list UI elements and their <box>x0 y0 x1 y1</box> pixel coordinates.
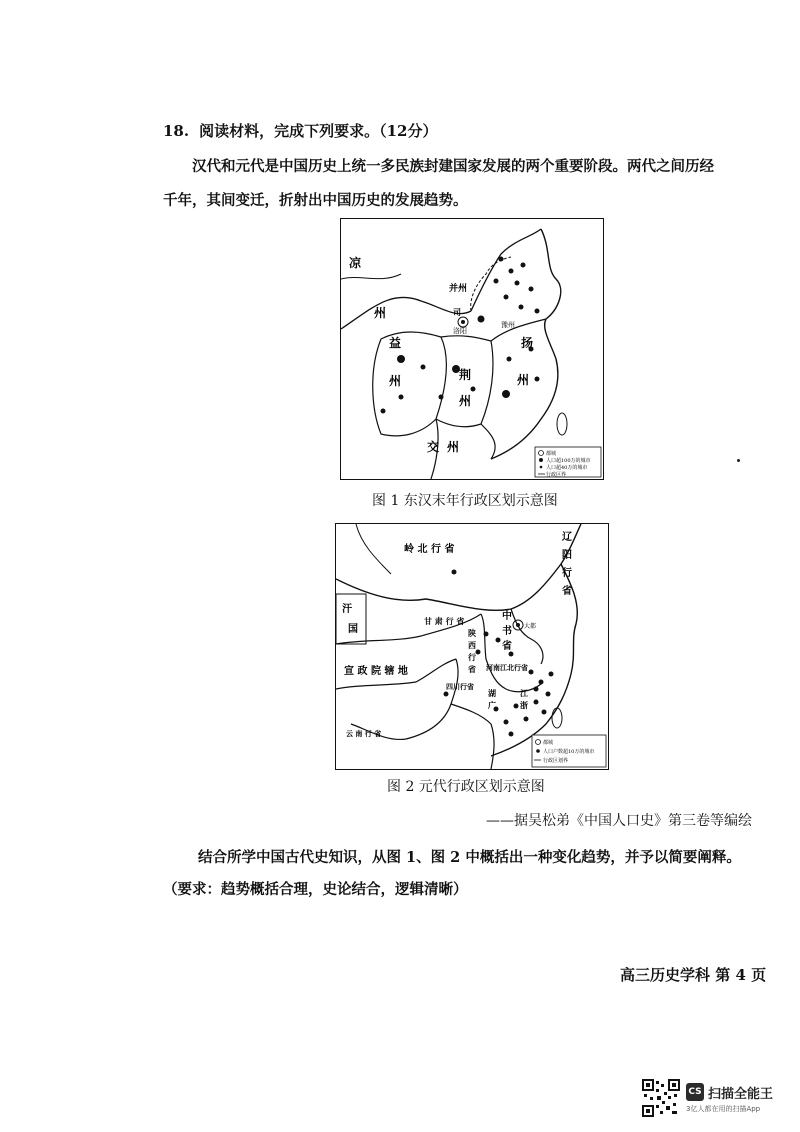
stray-mark <box>737 459 740 462</box>
fig1-city-dot <box>529 287 534 292</box>
fig2-legend-city: 人口户数超10万的城市 <box>543 749 595 755</box>
fig2-city-dot <box>476 650 481 655</box>
scanner-app-name: 扫描全能王 <box>708 1086 774 1102</box>
fig1-big-city-dot <box>397 355 405 363</box>
fig1-city-dot <box>535 377 540 382</box>
figure2-caption: 图 2 元代行政区划示意图 <box>387 779 545 795</box>
question-instruction: 阅读材料，完成下列要求。（12分） <box>199 122 438 140</box>
fig1-label-yang: 扬 <box>521 336 534 350</box>
fig1-city-dot <box>421 365 426 370</box>
fig2-city-dot <box>546 692 551 697</box>
fig2-city-dot <box>549 672 554 677</box>
fig2-label-shaanxi-1: 陕 <box>468 628 476 638</box>
fig2-label-shaanxi-2: 西 <box>468 640 476 650</box>
fig2-city-dot <box>539 680 544 685</box>
fig2-city-dot <box>509 732 514 737</box>
fig2-label-jiangzhe-1: 江 <box>520 688 528 698</box>
fig2-label-xuanzheng: 宣 政 院 辖 地 <box>344 666 408 677</box>
fig2-legend <box>532 735 606 767</box>
fig1-legend-boundary: 行政区界 <box>546 472 567 478</box>
fig2-label-liaoyang-2: 阳 <box>562 550 572 561</box>
fig2-city-dot <box>496 638 501 643</box>
figure2-map <box>335 523 609 770</box>
fig1-yizhou-border <box>373 332 447 436</box>
material-line-1: 汉代和元代是中国历史上统一多民族封建国家发展的两个重要阶段。两代之间历经 <box>192 158 714 175</box>
fig2-label-zhongshu-2: 书 <box>502 626 512 637</box>
fig1-city-dot <box>521 263 526 268</box>
fig2-border-west <box>356 524 391 574</box>
fig2-label-liaoyang-3: 行 <box>562 568 572 579</box>
fig1-label-si: 司 <box>453 307 461 317</box>
fig2-label-henan: 河南江北行省 <box>486 663 528 672</box>
fig2-city-dot <box>452 570 457 575</box>
fig1-legend-bigcity-icon <box>539 458 543 462</box>
fig1-city-dot <box>507 357 512 362</box>
fig1-label-bing: 并州 <box>449 284 468 294</box>
fig1-inner-border <box>471 257 511 311</box>
fig1-city-dot <box>535 309 540 314</box>
fig2-label-zhongshu-1: 中 <box>502 611 512 622</box>
material-paragraph <box>163 150 763 218</box>
fig1-south-border <box>481 424 495 459</box>
fig1-big-city-dot <box>502 390 510 398</box>
fig2-label-chagatai-2: 国 <box>348 624 358 635</box>
fig1-river <box>341 274 401 279</box>
fig2-label-yunnan: 云 南 行 省 <box>346 729 382 738</box>
fig2-border-zhongshu <box>511 609 543 664</box>
fig1-city-dot <box>471 387 476 392</box>
material-line-2: 千年，其间变迁，折射出中国历史的发展趋势。 <box>163 192 468 209</box>
fig1-legend <box>535 447 601 478</box>
fig1-city-dot <box>494 279 499 284</box>
fig2-label-huguang-2: 广 <box>488 700 496 710</box>
fig1-yangzhou-border <box>491 319 546 341</box>
question-header <box>163 120 438 141</box>
fig2-taiwan <box>552 708 562 728</box>
fig2-label-jiangzhe-2: 浙 <box>520 700 528 710</box>
fig2-border-huguang <box>451 704 494 769</box>
fig2-label-shaanxi-4: 省 <box>468 664 476 674</box>
fig2-city-dot <box>542 710 547 715</box>
fig1-label-jiao: 交 <box>427 440 440 454</box>
fig2-label-sichuan: 四川行省 <box>446 682 474 691</box>
fig1-label-jing-zhou: 州 <box>459 394 472 408</box>
fig2-label-gansu: 甘 肃 行 省 <box>424 616 465 626</box>
fig1-label-yu: 豫州 <box>501 321 515 329</box>
fig2-label-lingbei: 岭 北 行 省 <box>404 544 455 555</box>
fig2-city-dot <box>444 692 449 697</box>
question-number: 18. <box>163 122 190 140</box>
fig2-city-dot <box>484 632 489 637</box>
fig1-taiwan <box>557 413 567 435</box>
figure1-map-drawing <box>341 219 603 479</box>
fig1-label-jiao-zhou: 州 <box>447 440 460 454</box>
page-footer: 高三历史学科 第 4 页 <box>620 966 767 984</box>
fig1-label-liang-zhou: 州 <box>374 306 387 320</box>
fig1-label-yi: 益 <box>389 336 402 350</box>
fig2-city-dot <box>504 720 509 725</box>
scanner-brand <box>686 1083 773 1114</box>
fig2-label-liaoyang-4: 省 <box>562 586 572 597</box>
fig1-city-dot <box>399 395 404 400</box>
fig2-city-dot <box>524 717 529 722</box>
fig2-city-dot <box>509 652 514 657</box>
fig1-city-dot <box>509 269 514 274</box>
fig1-capital-dot <box>461 320 465 324</box>
fig2-city-dot <box>534 700 539 705</box>
fig1-label-jing: 荆 <box>459 368 472 382</box>
fig1-legend-capital: 都城 <box>546 451 557 457</box>
fig2-label-huguang-1: 湖 <box>488 688 496 698</box>
fig2-label-dadu: 大都 <box>524 623 537 630</box>
fig2-city-dot <box>529 670 534 675</box>
fig2-label-chagatai-1: 汗 <box>342 604 352 615</box>
fig2-city-dot <box>534 687 539 692</box>
fig1-city-dot <box>515 281 520 286</box>
fig1-border-north <box>341 297 471 329</box>
fig1-legend-city-icon <box>540 466 543 469</box>
source-citation: ——据吴松弟《中国人口史》第三卷等编绘 <box>486 813 752 829</box>
task-text: 结合所学中国古代史知识，从图 1、图 2 中概括出一种变化趋势，并予以简要阐释。 <box>198 849 741 866</box>
fig1-city-dot <box>439 395 444 400</box>
fig1-city-dot <box>499 257 504 262</box>
fig1-label-yi-zhou: 州 <box>389 374 402 388</box>
fig2-chagatai-box <box>336 594 366 644</box>
fig2-label-liaoyang-1: 辽 <box>562 532 572 543</box>
fig2-legend-capital: 都城 <box>543 740 554 746</box>
fig1-legend-bigcity: 人口超100万的城市 <box>546 458 591 464</box>
figure1-map <box>340 218 604 480</box>
fig2-legend-city-icon <box>536 749 540 753</box>
figure1-caption: 图 1 东汉末年行政区划示意图 <box>372 493 558 509</box>
scanner-tagline: 3亿人都在用的扫描App <box>686 1104 761 1113</box>
figure2-map-drawing <box>336 524 608 769</box>
cs-logo-icon: CS <box>686 1083 704 1101</box>
fig1-legend-city: 人口超40万的城市 <box>546 465 588 471</box>
scanner-watermark <box>642 1079 773 1117</box>
fig2-city-dot <box>514 704 519 709</box>
qr-code-icon <box>642 1079 680 1117</box>
fig1-label-yang-zhou: 州 <box>517 373 530 387</box>
fig1-city-dot <box>504 295 509 300</box>
fig1-city-dot <box>381 409 386 414</box>
fig1-big-city-dot <box>478 316 485 323</box>
fig2-legend-boundary: 行政区划界 <box>543 758 569 764</box>
requirement-text: （要求：趋势概括合理，史论结合，逻辑清晰） <box>163 881 468 898</box>
fig2-label-zhongshu-3: 省 <box>502 641 512 652</box>
fig2-label-shaanxi-3: 行 <box>468 652 476 662</box>
fig2-border-north <box>336 524 581 610</box>
fig1-label-luoyang: 洛阳 <box>453 327 467 335</box>
fig1-label-liang: 凉 <box>349 256 362 270</box>
fig2-capital-dot <box>516 623 520 627</box>
fig1-city-dot <box>519 305 524 310</box>
